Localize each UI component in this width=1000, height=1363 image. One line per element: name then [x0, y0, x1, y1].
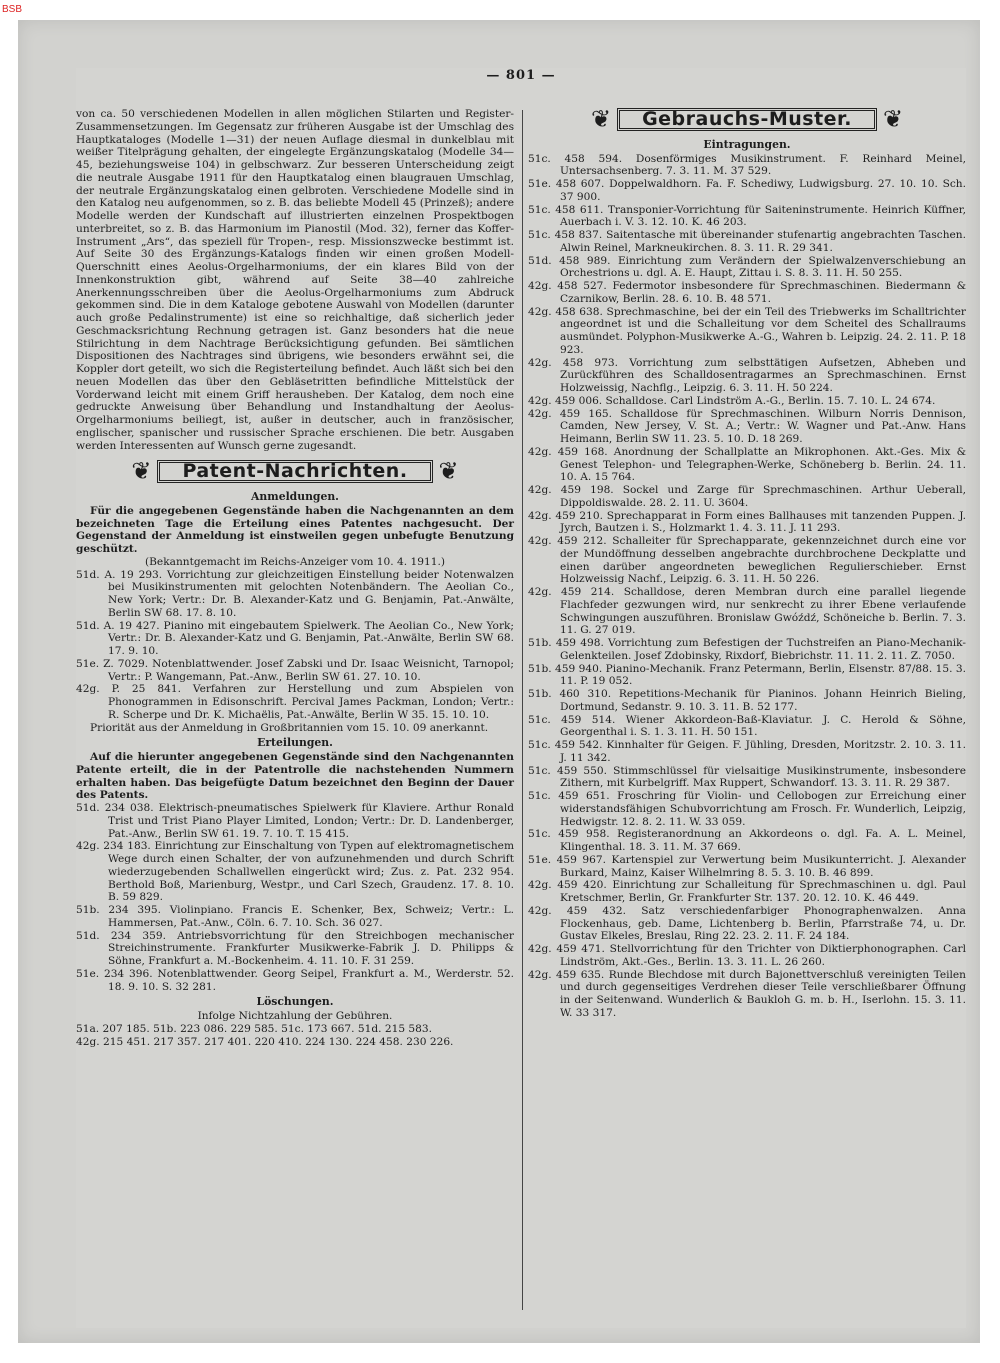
list-item: 51d. A. 19 293. Vorrichtung zur gleichzeitigen Einstellung beider Notenwalzen bei Musikinstrumenten mit gelochten Notenbändern. The Aeolian Co., New York; Vertr.: Dr. B. Alexander-Katz und G. Benjamin, Pat.-Anwälte, Berlin SW 68. 17. 8. 10.	[76, 568, 514, 619]
list-item: 42g. 459 006. Schalldose. Carl Lindström A.-G., Berlin. 15. 7. 10. L. 24 674.	[528, 394, 936, 407]
list-item: 51c. 459 651. Froschring für Violin- und Cellobogen zur Erreichung einer widerstandsfähigen Schubvorrichtung am Frosch. Fr. Wunderlich, Leipzig, Hedwigstr. 12. 8. 2. 11. W. 33 059.	[528, 790, 966, 828]
list-item: 51c. 458 611. Transponier-Vorrichtung für Saiteninstrumente. Heinrich Küffner, Auerbach i. V. 3. 12. 10. K. 46 203.	[528, 203, 966, 229]
list-item: 42g. 459 210. Sprechapparat in Form eines Ballhauses mit tanzenden Puppen. J. Jyrch, Bautzen i. S., Holzmarkt 1. 4. 3. 11. J. 11 293.	[528, 509, 966, 535]
anmeldungen-intro: Für die angegebenen Gegenstände haben die Nachgenannten an dem bezeichneten Tage die Erteilung eines Patentes nachgesucht. Der Gegenstand der Anmeldung ist einstweilen gegen unbefugte Benutzung geschützt.	[76, 504, 514, 555]
eintragungen-heading: Eintragungen.	[703, 137, 791, 151]
list-item: 51c. 458 594. Dosenförmiges Musikinstrument. F. Reinhard Meinel, Untersachsenberg. 7. 3. 11. M. 37 529.	[528, 152, 966, 178]
list-item: 51e. 458 607. Doppelwaldhorn. Fa. F. Schediwy, Ludwigsburg. 27. 10. 10. Sch. 37 900.	[528, 178, 966, 203]
erteilungen-heading: Erteilungen.	[257, 736, 333, 750]
list-item: 51c. 459 514. Wiener Akkordeon-Baß-Klaviatur. J. C. Herold & Söhne, Georgenthal i. S. 1. 3. 11. H. 50 151.	[528, 713, 966, 739]
list-item: 42g. 459 635. Runde Blechdose mit durch Bajonettverschluß vereinigten Teilen und durch gegenseitiges Verdrehen dieser Teile verschließbarer Öffnung in der Seitenwand. Wunderlich & Baukloh G. m. b. H., Iserlohn. 15. 3. 11. W. 33 317.	[528, 968, 966, 1019]
list-item: 42g. 459 198. Sockel und Zarge für Sprechmaschinen. Arthur Ueberall, Dippoldiswalde. 28. 2. 11. U. 3604.	[528, 484, 966, 509]
loeschungen-subheading: Infolge Nichtzahlung der Gebühren.	[197, 1010, 393, 1022]
anmeldungen-heading: Anmeldungen.	[251, 490, 339, 503]
list-item: 51d. 458 989. Einrichtung zum Verändern der Spielwalzenverschiebung an Orchestrions u. dgl. A. E. Haupt, Zittau i. S. 8. 3. 11. H. 50 255.	[528, 254, 966, 280]
list-item: 42g. 234 183. Einrichtung zur Einschaltung von Typen auf elektromagnetischem Wege durch einen Schalter, der von aufzunehmenden und durch Schrift wiederzugebenden Schallwellen eingerückt wird; Zus. z. Pat. 232 954. Berthold Boß, Marienburg, Westpr., und Carl Szech, Graudenz. 17. 8. 10. B. 59 829.	[76, 840, 514, 904]
gebrauchsmuster-banner	[528, 105, 966, 133]
list-item: 51e. Z. 7029. Notenblattwender. Josef Zabski und Dr. Isaac Weisnicht, Tarnopol; Vertr.: P. Wangemann, Pat.-Anw., Berlin SW 61. 27. 10. 10.	[76, 657, 514, 683]
eintragungen-list	[528, 153, 966, 1020]
list-item: 42g. 459 214. Schalldose, deren Membran durch eine parallel liegende Flachfeder gezwungen wird, nur senkrecht zu ihrer Ebene verlaufende Schwingungen auszuführen. Bronislaw Gwóźdź, Schöneiche b. Berlin. 7. 3. 11. G. 27 019.	[528, 586, 966, 637]
list-item: 42g. 458 973. Vorrichtung zum selbsttätigen Aufsetzen, Abheben und Zurückführen des Schalldosentragarmes an Sprechmaschinen. Ernst Holzweissig, Nachflg., Leipzig. 6. 3. 11. H. 50 224.	[528, 356, 966, 394]
list-item: 42g. P. 25 841. Verfahren zur Herstellung und zum Abspielen von Phonogrammen in Edisonschrift. Percival James Packman, London; Vertr.: R. Scherpe und Dr. K. Michaëlis, Pat.-Anwälte, Berlin W 35. 15. 10. 10.	[76, 683, 514, 721]
list-item: 42g. 458 527. Federmotor insbesondere für Sprechmaschinen. Biedermann & Czarnikow, Berlin. 28. 6. 10. B. 48 571.	[528, 280, 966, 305]
list-item: 51c. 459 550. Stimmschlüssel für vielsaitige Musikinstrumente, insbesondere Zithern, mit Kurbelgriff. Max Ruppert, Schwandorf. 13. 3. 11. R. 29 387.	[528, 764, 966, 790]
reichs-anzeiger-note: (Bekanntgemacht im Reichs-Anzeiger vom 10. 4. 1911.)	[145, 555, 445, 568]
list-item: 51b. 460 310. Repetitions-Mechanik für Pianinos. Johann Heinrich Bieling, Dortmund, Sedanstr. 9. 10. 3. 11. B. 52 177.	[528, 688, 966, 713]
anmeldungen-list	[76, 569, 514, 722]
list-item: 42g. 459 432. Satz verschiedenfarbiger Phonographenwalzen. Anna Flockenhaus, geb. Dame, Lichtenberg b. Berlin, Pfarrstraße 74, u. Dr. Gustav Elkeles, Breslau, Ring 22. 23. 2. 11. F. 24 184.	[528, 904, 966, 943]
library-stamp: BSB	[2, 4, 23, 15]
left-column	[76, 108, 514, 1048]
list-item: 51c. 458 837. Saitentasche mit übereinander stufenartig angebrachten Taschen. Alwin Reinel, Markneukirchen. 8. 3. 11. R. 29 341.	[528, 229, 966, 254]
gebrauchsmuster-banner-title: Gebrauchs-Muster.	[617, 108, 877, 131]
column-divider	[522, 110, 523, 1310]
loeschungen-heading: Löschungen.	[256, 995, 334, 1009]
patent-banner	[76, 457, 514, 486]
ornament-icon: ❦	[882, 105, 904, 133]
erteilungen-intro: Auf die hierunter angegebenen Gegenstände sind den Nachgenannten Patente erteilt, die in der Patentrolle die nachstehenden Nummern erhalten haben. Das beigefügte Datum bezeichnet den Beginn der Dauer des Patents.	[76, 751, 514, 802]
list-item: 51e. 234 396. Notenblattwender. Georg Seipel, Frankfurt a. M., Werderstr. 52. 18. 9. 10. S. 32 281.	[76, 967, 514, 993]
list-item: 42g. 459 212. Schalleiter für Sprechapparate, gekennzeichnet durch eine vor der Mundöffnung desselben angebrachte durchbrochene Deckplatte und einen darüber angeordneten beweglichen Regulierschieber. Ernst Holzweissig Nachf., Leipzig. 6. 3. 11. H. 50 226.	[528, 535, 966, 586]
list-item: 51b. 234 395. Violinpiano. Francis E. Schenker, Bex, Schweiz; Vertr.: L. Hammersen, Pat.-Anw., Cöln. 6. 7. 10. Sch. 36 027.	[76, 904, 514, 929]
ornament-icon: ❦	[590, 105, 612, 133]
list-item: 51c. 459 958. Registeranordnung an Akkordeons o. dgl. Fa. A. L. Meinel, Klingenthal. 18. 3. 11. M. 37 669.	[528, 828, 966, 853]
list-item: 42g. 459 420. Einrichtung zur Schalleitung für Sprechmaschinen u. dgl. Paul Kretschmer, Berlin, Gr. Frankfurter Str. 137. 20. 12. 10. K. 46 449.	[528, 879, 966, 904]
list-item: 42g. 458 638. Sprechmaschine, bei der ein Teil des Triebwerks im Schalltrichter angeordnet ist und die Schalleitung vor dem Scheitel des Schallraums ausmündet. Polyphon-Musikwerke A.-G., Wahren b. Leipzig. 24. 2. 11. P. 18 923.	[528, 305, 966, 356]
ornament-icon: ❦	[438, 457, 459, 486]
list-item: 42g. 459 168. Anordnung der Schallplatte an Mikrophonen. Akt.-Ges. Mix & Genest Telephon- und Telegraphen-Werke, Schöneberg b. Berlin. 24. 11. 10. A. 15 764.	[528, 445, 966, 484]
list-item: 51d. 234 038. Elektrisch-pneumatisches Spielwerk für Klaviere. Arthur Ronald Trist und Trist Piano Player Limited, London; Vertr.: Dr. D. Landenberger, Pat.-Anw., Berlin SW 61. 19. 7. 10. T. 15 415.	[76, 802, 514, 840]
journal-page	[76, 68, 966, 1328]
page-number: — 801 —	[486, 68, 556, 83]
list-item: 51c. 459 542. Kinnhalter für Geigen. F. Jühling, Dresden, Moritzstr. 2. 10. 3. 11. J. 11 342.	[528, 739, 966, 764]
scanned-sheet	[18, 20, 980, 1343]
erteilungen-list	[76, 802, 514, 993]
list-item: 51e. 459 967. Kartenspiel zur Verwertung beim Musikunterricht. J. Alexander Burkard, Mainz, Kaiser Wilhelmring 8. 5. 3. 10. B. 46 899.	[528, 853, 966, 879]
right-column	[528, 105, 966, 1020]
loeschungen-line: 42g. 215 451. 217 357. 217 401. 220 410. 224 130. 224 458. 230 226.	[76, 1035, 454, 1048]
list-item: 51b. 459 940. Pianino-Mechanik. Franz Petermann, Berlin, Elsenstr. 87/88. 15. 3. 11. P. 19 052.	[528, 662, 966, 688]
list-item: 51d. A. 19 427. Pianino mit eingebautem Spielwerk. The Aeolian Co., New York; Vertr.: Dr. B. Alexander-Katz und G. Benjamin, Pat.-Anwälte, Berlin SW 68. 17. 9. 10.	[76, 619, 514, 657]
prioritaet-note: Priorität aus der Anmeldung in Großbritannien vom 15. 10. 09 anerkannt.	[90, 721, 489, 734]
ornament-icon: ❦	[131, 457, 152, 486]
list-item: 42g. 459 471. Stellvorrichtung für den Trichter von Diktierphonographen. Carl Lindström, Akt.-Ges., Berlin. 13. 3. 11. L. 26 260.	[528, 943, 966, 968]
loeschungen-line: 51a. 207 185. 51b. 223 086. 229 585. 51c. 173 667. 51d. 215 583.	[76, 1022, 433, 1035]
list-item: 51d. 234 359. Antriebsvorrichtung für den Streichbogen mechanischer Streichinstrumente. Frankfurter Musikwerke-Fabrik J. D. Philipps & Söhne, Frankfurt a. M.-Bockenheim. 4. 11. 10. F. 31 259.	[76, 929, 514, 967]
list-item: 42g. 459 165. Schalldose für Sprechmaschinen. Wilburn Norris Dennison, Camden, New Jersey, V. St. A.; Vertr.: W. Wagner und Pat.-Anw. Hans Heimann, Berlin SW 11. 23. 5. 10. D. 18 269.	[528, 407, 966, 445]
list-item: 51b. 459 498. Vorrichtung zum Befestigen der Tuchstreifen an Piano-Mechanik-Gelenkteilen. Josef Zdobinsky, Rixdorf, Biebrichstr. 11. 11. 2. 11. Z. 7050.	[528, 637, 966, 662]
catalog-article-text: von ca. 50 verschiedenen Modellen in allen möglichen Stilarten und Register-Zusammensetzungen. Im Gegensatz zur früheren Ausgabe ist der Umschlag des Hauptkataloges (Modelle 1—31) der neuen Auflage diesmal in dunkelblau mit weißer Titelprägung gehalten, der eingelegte Ergänzungskatalog (Modelle 34—45, beziehungsweise 104) in gelbschwarz. Zur besseren Unterscheidung zeigt die neutrale Ausgabe 1911 für den Hauptkatalog einen blaugrauen Umschlag, der neutrale Ergänzungskatalog einen gelbroten. Verschiedene Modelle sind in den Katalog neu aufgenommen, so z. B. das beliebte Modell 45 (Prinzeß); andere Modelle werden der Kundschaft auf illustrierten einzelnen Prospektbogen unterbreitet, so z. B. das Harmonium im Pianostil (Mod. 32), ferner das Koffer-Instrument „Ars“, das speziell für Tropen-, resp. Missionszwecke bestimmt ist. Auf Seite 30 des Ergänzungs-Katalogs finden wir einen großen Modell-Querschnitt eines Aeolus-Orgelharmoniums, der ein klares Bild von der Innenkonstruktion gibt, während auf Seite 38—40 zahlreiche Anerkennungsschreiben über die Aeolus-Orgelharmoniums zum Abdruck gekommen sind. Die in dem Kataloge gebotene Auswahl von Modellen (darunter auch große Pedalinstrumente) ist eine so reichhaltige, daß sicherlich jeder Geschmacksrichtung Rechnung getragen ist. Ganz besonders hat die neue Stilrichtung in dem Nachtrage Berücksichtigung gefunden. Bei sämtlichen Dispositionen des Nachtrages sind übrigens, wie besonders erwähnt sei, die Koppler dort geteilt, wo sich die Registerteilung befindet. Auch läßt sich bei den neuen Modellen das über den Gebläsetritten befindliche Mittelstück der Vorderwand leicht mit einem Griff herausheben. Der Katalog, dem noch eine gedruckte Anweisung über Behandlung und Instandhaltung der Aeolus-Orgelharmoniums beiliegt, ist, außer in deutscher, auch in französischer, englischer, spanischer und russischer Sprache erschienen. Die betr. Ausgaben werden Interessenten auf Wunsch gerne zugesandt.	[76, 108, 514, 452]
patent-banner-title: Patent-Nachrichten.	[157, 460, 432, 483]
